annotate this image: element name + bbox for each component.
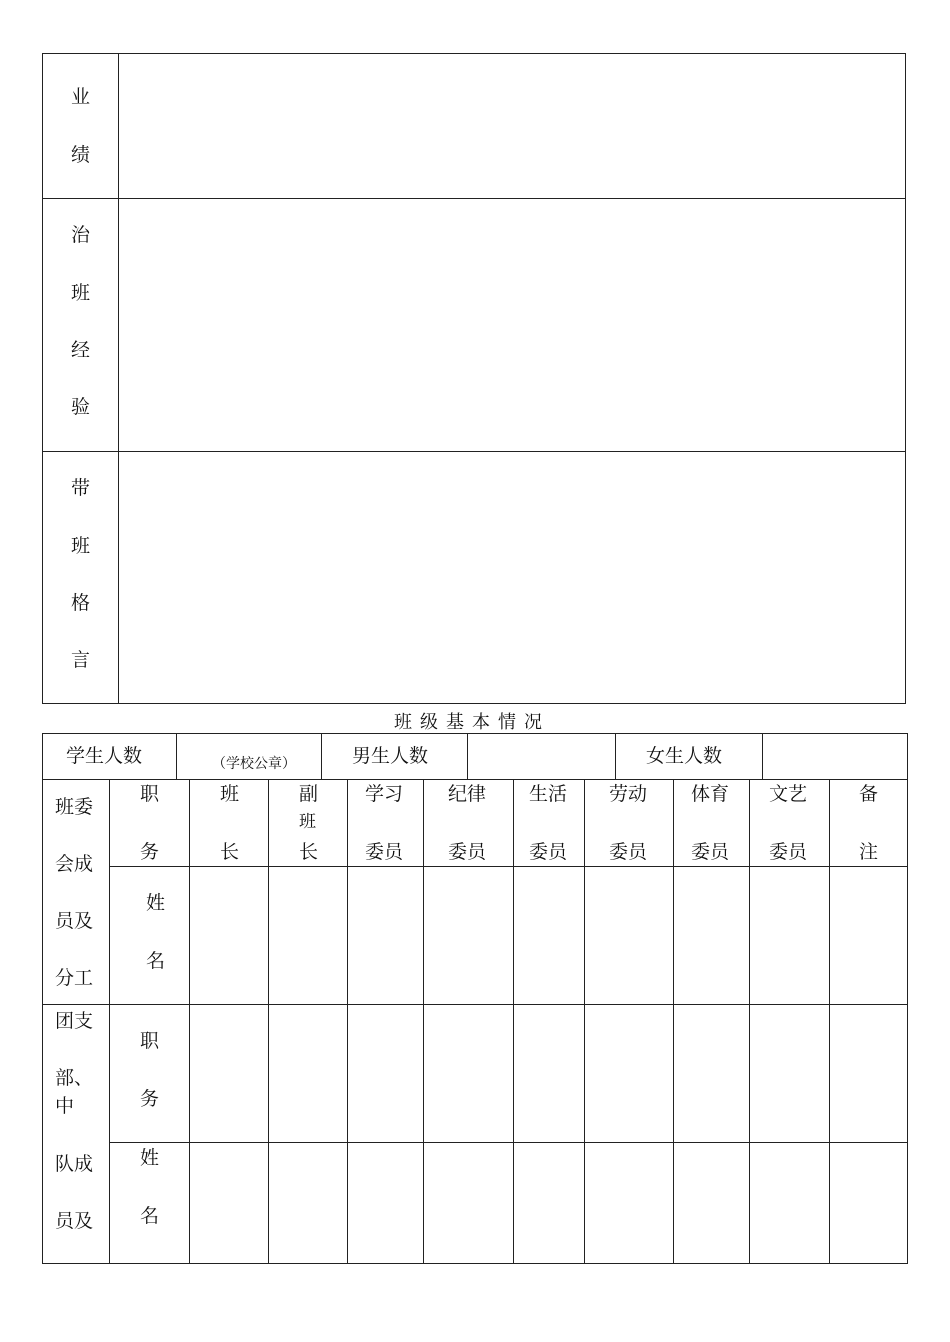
role-header: 长 xyxy=(299,841,319,863)
role-header: 副 xyxy=(299,783,319,805)
motto-label: 格 xyxy=(71,592,91,614)
achievements-label: 绩 xyxy=(71,144,91,166)
position-label: 职 xyxy=(140,783,160,805)
col-divider xyxy=(109,779,110,1264)
name-label: 姓 xyxy=(146,892,166,914)
league-label: 团支 xyxy=(55,1010,94,1032)
achievements-label: 业 xyxy=(71,86,91,108)
committee-label: 会成 xyxy=(55,853,94,875)
male-count-label: 男生人数 xyxy=(352,745,429,767)
committee-name-cell[interactable] xyxy=(348,867,423,1004)
committee-label: 分工 xyxy=(55,967,94,989)
school-seal-text: （学校公章） xyxy=(212,756,296,772)
role-header: 注 xyxy=(859,841,879,863)
student-count-label: 学生人数 xyxy=(66,745,143,767)
experience-label: 班 xyxy=(71,282,91,304)
league-name-cell[interactable] xyxy=(190,1143,907,1263)
experience-label: 验 xyxy=(71,396,91,418)
league-name-label: 姓 xyxy=(140,1147,160,1169)
motto-label: 带 xyxy=(71,477,91,499)
male-count-field[interactable] xyxy=(468,734,614,779)
league-position-cell[interactable] xyxy=(190,1005,907,1142)
role-header: 体育 xyxy=(691,783,730,805)
committee-name-cell[interactable] xyxy=(585,867,673,1004)
role-header: 委员 xyxy=(529,841,568,863)
name-label: 名 xyxy=(146,950,166,972)
league-label: 队成 xyxy=(55,1153,94,1175)
league-position-label: 务 xyxy=(140,1088,160,1110)
role-header: 劳动 xyxy=(609,783,648,805)
committee-name-cell[interactable] xyxy=(190,867,268,1004)
role-header: 委员 xyxy=(769,841,808,863)
experience-label: 经 xyxy=(71,339,91,361)
league-label: 部、 xyxy=(55,1067,94,1089)
role-header: 班 xyxy=(299,812,316,832)
role-header: 备 xyxy=(859,783,879,805)
league-label: 中 xyxy=(55,1095,75,1117)
female-count-field[interactable] xyxy=(763,734,907,779)
committee-label: 班委 xyxy=(55,796,94,818)
motto-label: 班 xyxy=(71,535,91,557)
committee-name-cell[interactable] xyxy=(674,867,749,1004)
committee-name-cell[interactable] xyxy=(424,867,513,1004)
motto-field[interactable] xyxy=(119,452,905,703)
row-divider xyxy=(42,779,908,780)
achievements-field[interactable] xyxy=(119,54,905,198)
role-header: 文艺 xyxy=(769,783,808,805)
motto-label: 言 xyxy=(71,649,91,671)
role-header: 生活 xyxy=(529,783,568,805)
experience-label: 治 xyxy=(71,224,91,246)
role-header: 纪律 xyxy=(448,783,487,805)
role-header: 班 xyxy=(220,783,240,805)
col-divider xyxy=(176,733,177,779)
role-header: 委员 xyxy=(365,841,404,863)
female-count-label: 女生人数 xyxy=(646,745,723,767)
role-header: 学习 xyxy=(365,783,404,805)
committee-name-cell[interactable] xyxy=(750,867,829,1004)
class-info-title: 班级基本情况 xyxy=(394,712,550,733)
league-label: 员及 xyxy=(55,1210,94,1232)
experience-field[interactable] xyxy=(119,199,905,451)
col-divider xyxy=(615,733,616,779)
col-divider xyxy=(321,733,322,779)
position-label: 务 xyxy=(140,841,160,863)
role-header: 委员 xyxy=(448,841,487,863)
committee-name-cell[interactable] xyxy=(514,867,584,1004)
league-position-label: 职 xyxy=(140,1030,160,1052)
role-header: 长 xyxy=(220,841,240,863)
committee-name-cell[interactable] xyxy=(830,867,907,1004)
role-header: 委员 xyxy=(609,841,648,863)
role-header: 委员 xyxy=(691,841,730,863)
committee-label: 员及 xyxy=(55,910,94,932)
committee-name-cell[interactable] xyxy=(269,867,347,1004)
league-name-label: 名 xyxy=(140,1205,160,1227)
